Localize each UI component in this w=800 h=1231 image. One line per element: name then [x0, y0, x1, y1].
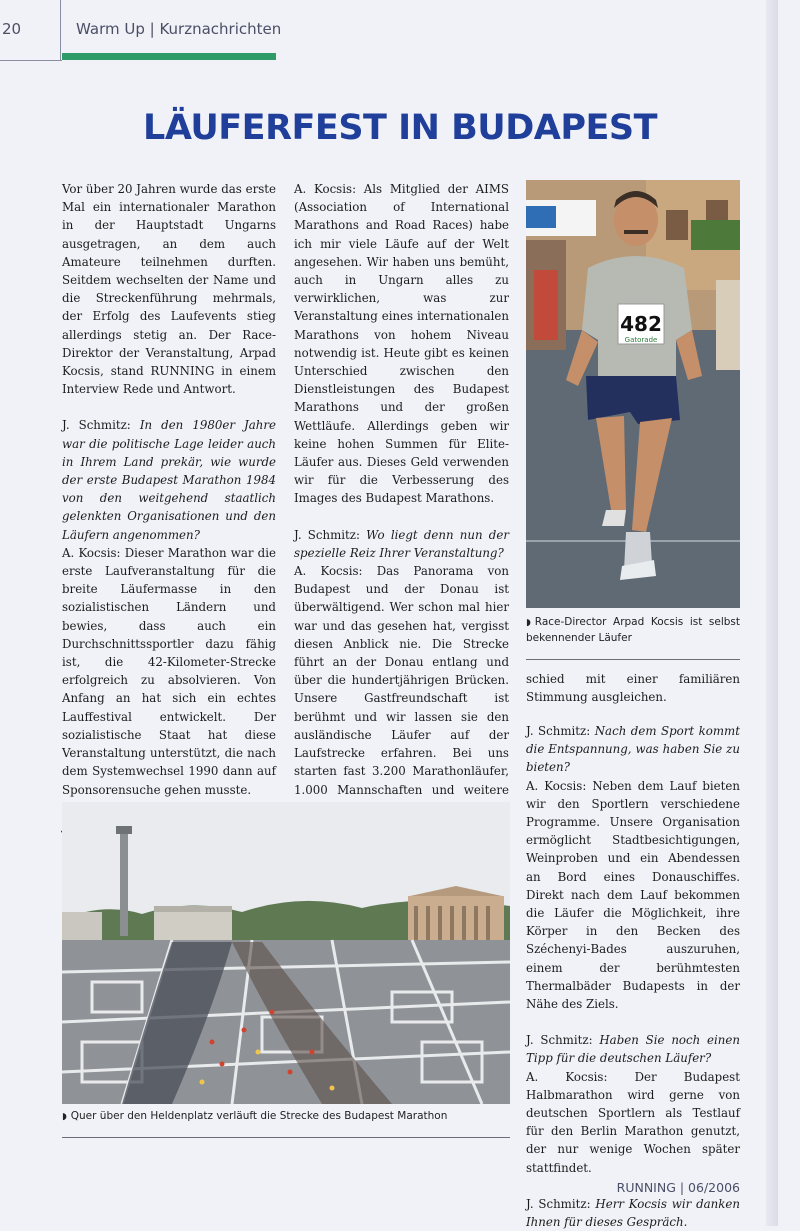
section-label: Warm Up | Kurznachrichten — [76, 20, 282, 38]
caption-text: Quer über den Heldenplatz verläuft die Strecke des Budapest Marathon — [70, 1110, 448, 1122]
respondent-name: A. Kocsis: — [526, 1069, 635, 1084]
page-number: 20 — [2, 20, 22, 38]
question-4 — [526, 722, 740, 1013]
caption-bullet-icon: ◗ — [526, 618, 531, 628]
answer-text: Dieser Marathon war die erste Laufveranstaltung für die breite Läufermasse in den sozialistischen Ländern und bewies, dass auch ein Durchschnittssportler dazu fähig ist, die 42-Kilometer-Strecke erfolgreich zu absolvieren. Von Anfang an hat sich ein echtes Lauffestival entwickelt. Der sozialistische Staat hat diese Veranstaltung unterstützt, die nach dem Systemwechsel 1990 dann auf Sponsorensuche gehen musste. — [62, 545, 276, 797]
heroes-square-photo — [62, 802, 510, 1104]
answer-text: Als Mitglied der AIMS (Association of International Marathons and Road Races) habe ich mir viele Läufe auf der Welt angesehen. Wir haben uns bemüht, auch in Ungarn alles zu verwirklichen, was zur Veranstaltung eines internationalen Marathons von hohem Niveau notwendig ist. Heute gibt es keinen Unterschied zwischen den Dienstleistungen des Budapest Marathons und der großen Wettläufe. Allerdings geben wir keine hohen Summen für Elite-Läufer aus. Dieses Geld verwenden wir für die Verbesserung des Images des Budapest Marathons. — [294, 182, 509, 506]
bib-sponsor: Gatorade — [624, 336, 658, 344]
article-column-1 — [62, 180, 276, 797]
caption-rule — [62, 1137, 510, 1138]
answer-text: Der Budapest Halbmarathon wird gerne von deutschen Sportlern als Testlauf für den Berlin Marathon genutzt, der nur wenige Wochen später stattfindet. — [526, 1069, 740, 1175]
question-text: Herr Kocsis wir danken Ihnen für dieses Gespräch. — [526, 1196, 740, 1230]
answer-2 — [294, 180, 509, 508]
answer-text: Neben dem Lauf bieten wir den Sportlern verschiedene Programme. Unsere Organisation ermöglicht Stadtbesichtigungen, Weinproben und ein Abendessen an Bord eines Donauschiffes. Direkt nach dem Lauf bekommen die Läufer die Möglichkeit, ihre Körper in den Becken des Széchenyi-Bades auszuruhen, einem der berühmtesten Thermalbäder Budapests in der Nähe des Ziels. — [526, 778, 740, 1012]
heroes-square-caption — [62, 1109, 510, 1125]
question-5 — [526, 1031, 740, 1177]
question-text: In den 1980er Jahre war die politische Lage leider auch in Ihrem Land prekär, wie wurde der erste Budapest Marathon 1984 von den weitgehend staatlich gelenkten Organisationen und den Läufern angenommen? — [62, 418, 276, 542]
runner-photo-caption — [526, 615, 740, 646]
answer-continuation: schied mit einer familiären Stimmung ausgleichen. — [526, 672, 740, 705]
header-rule — [0, 60, 62, 61]
interviewer-name: J. Schmitz: — [62, 418, 140, 433]
magazine-footer: RUNNING | 06/2006 — [616, 1180, 740, 1195]
caption-bullet-icon: ◗ — [62, 1112, 67, 1122]
answer-text: Das Panorama von Budapest und der Donau ist überwältigend. Wer schon mal hier war und das gesehen hat, vergisst diesen Anblick nie. Die Strecke führt an der Donau entlang und über die hundertjährigen Brücken. Unsere Gastfreundschaft ist berühmt und wir lassen sie den ausländische Läufer auf der Laufstrecke erfahren. Bei uns starten fast 3.200 Marathonläufer, 1.000 Mannschaften und weitere — [294, 564, 509, 797]
article-column-2 — [294, 180, 509, 797]
respondent-name: A. Kocsis: — [526, 778, 593, 793]
respondent-name: A. Kocsis: — [294, 182, 364, 196]
respondent-name: A. Kocsis: — [294, 564, 377, 579]
question-text: Nach dem Sport kommt die Entspannung, was haben Sie zu bieten? — [526, 724, 740, 775]
heroes-square-illustration — [62, 802, 510, 1104]
header-divider — [60, 0, 61, 60]
caption-text: Race-Director Arpad Kocsis ist selbst bekennender Läufer — [526, 616, 740, 644]
caption-rule — [526, 659, 740, 660]
intro-paragraph: Vor über 20 Jahren wurde das erste Mal ein internationaler Marathon in der Hauptstadt Ungarns ausgetragen, an dem auch Amateure teilnehmen durften. Seitdem wechselten der Name und die Streckenführung mehrmals, der Erfolg des Laufevents stieg allerdings stetig an. Der Race-Direktor der Veranstaltung, Arpad Kocsis, stand RUNNING in einem Interview Rede und Antwort. — [62, 182, 276, 397]
runner-photo-illustration — [526, 180, 740, 608]
question-1 — [62, 416, 276, 798]
respondent-name: A. Kocsis: — [62, 545, 125, 560]
interviewer-name: J. Schmitz: — [526, 724, 595, 738]
closing-remark — [526, 1195, 740, 1231]
runner-photo — [526, 180, 740, 608]
interviewer-name: J. Schmitz: — [294, 527, 367, 542]
article-title: LÄUFERFEST IN BUDAPEST — [143, 108, 657, 148]
bib-number: 482 — [620, 312, 662, 336]
question-text: Haben Sie noch einen Tipp für die deutschen Läufer? — [526, 1033, 740, 1066]
page-edge — [766, 0, 778, 1226]
interviewer-name: J. Schmitz: — [526, 1033, 600, 1048]
article-column-3-continuation — [526, 670, 740, 706]
header-accent-bar — [62, 53, 276, 60]
interviewer-name: J. Schmitz: — [526, 1196, 596, 1211]
question-text: Wo liegt denn nun der spezielle Reiz Ihrer Veranstaltung? — [294, 527, 509, 560]
